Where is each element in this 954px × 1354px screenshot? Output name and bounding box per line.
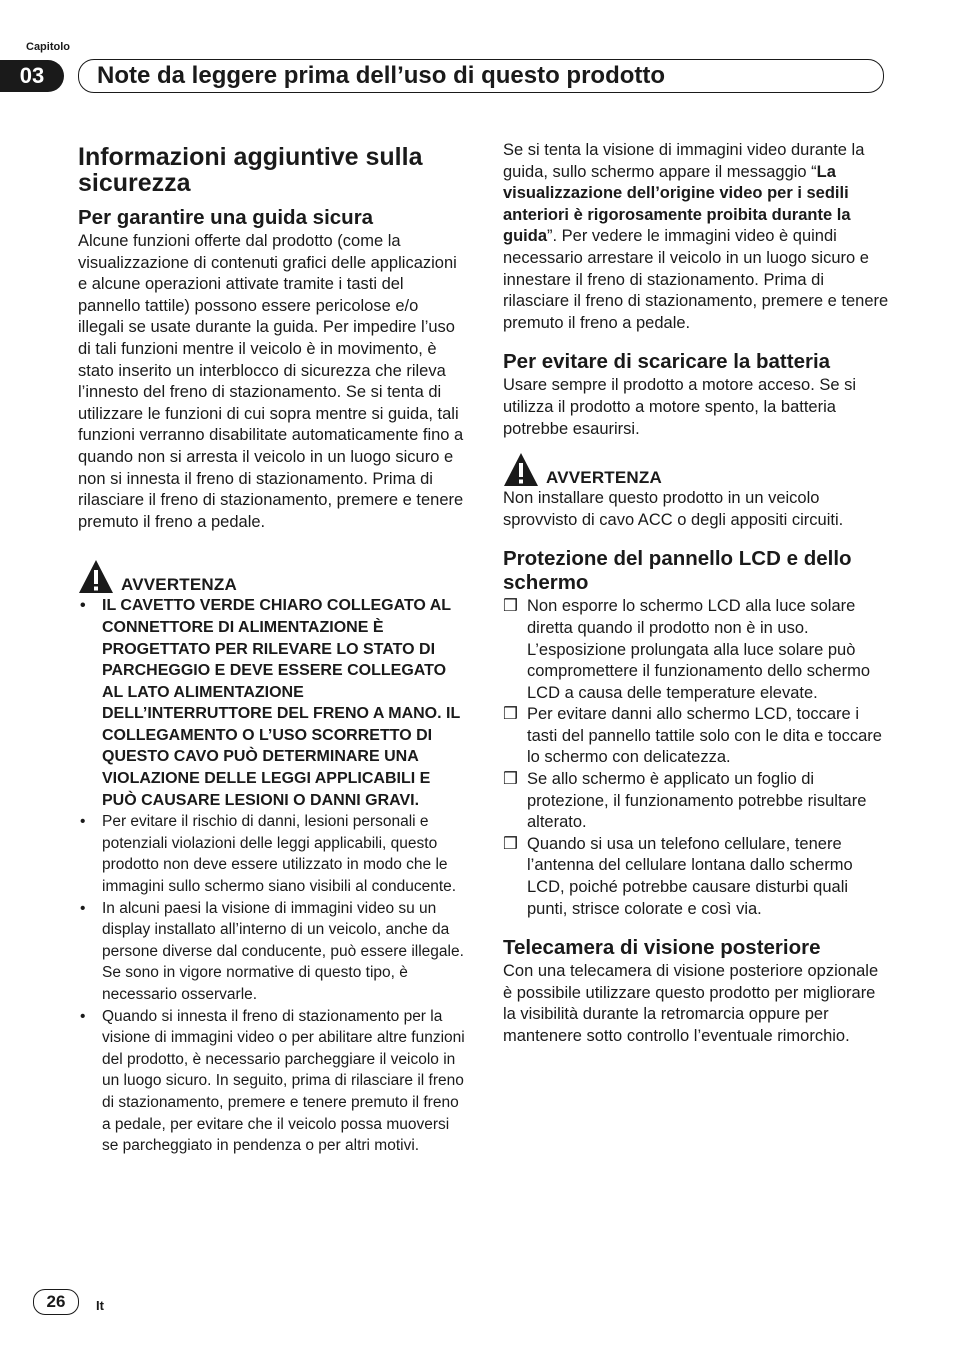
- list-item: ❒ Per evitare danni allo schermo LCD, toccare i tasti del pannello tattile solo con le dita e toccare lo schermo con delicatezza.: [503, 705, 882, 767]
- warning-label: AVVERTENZA: [546, 468, 662, 488]
- safe-driving-heading: Per garantire una guida sicura: [78, 206, 374, 229]
- lcd-list: [503, 596, 891, 920]
- acc-warning-body: Non installare questo prodotto in un veicolo sprovvisto di cavo ACC o degli appositi circuiti.: [503, 489, 844, 529]
- left-column: [78, 144, 466, 1157]
- chapter-title: Note da leggere prima dell’uso di questo prodotto: [78, 59, 884, 93]
- camera-body: Con una telecamera di visione posteriore opzionale è possibile utilizzare questo prodotto per migliorare la visibilità durante la retromarcia oppure per mantenere sotto controllo l’eventuale rimorchio.: [503, 962, 879, 1045]
- list-item: ❒ Se allo schermo è applicato un foglio di protezione, il funzionamento potrebbe risultare alterato.: [503, 770, 867, 832]
- safe-driving-body: Alcune funzioni offerte dal prodotto (come la visualizzazione di contenuti grafici delle applicazioni e alcune operazioni attivate tramite i tasti del pannello tattile) possono essere pericolose e/o illegali se usate durante la guida. Per impedire l’uso di tali funzioni mentre il veicolo è in movimento, è stato inserito un interblocco di sicurezza che rileva l’innesto del freno di stazionamento. Se si tenta di utilizzare le funzioni di cui sopra mentre si guida, tali funzioni verranno disabilitate automaticamente fino a quando non si arresta il veicolo in un luogo sicuro e non si innesta il freno di stazionamento. Prima di rilasciare il freno di stazionamento, premere e tenere premuto il freno a pedale.: [78, 232, 464, 531]
- right-column: [503, 140, 891, 1048]
- warning-header-2: [503, 448, 891, 488]
- list-item: • Per evitare il rischio di danni, lesioni personali e potenziali violazioni delle leggi applicabili, questo prodotto non deve essere utilizzato in modo che le immagini sullo schermo siano visibili al conducente.: [78, 811, 466, 897]
- video-message: La visualizzazione dell’origine video per i sedili anteriori è rigorosamente proibita durante la guida: [503, 162, 851, 246]
- warning-list: [78, 595, 466, 1156]
- video-text-after: ”. Per vedere le immagini video è quindi necessario arrestare il veicolo in un luogo sicuro e innestare il freno di stazionamento. Prima di rilasciare il freno di stazionamento, premere e tenere premuto il freno a pedale.: [503, 227, 889, 332]
- checkbox-glyph-icon: ❒: [503, 705, 518, 724]
- warning-icon: [503, 452, 539, 488]
- lcd-heading: Protezione del pannello LCD e dello schermo: [503, 547, 852, 595]
- list-item: • IL CAVETTO VERDE CHIARO COLLEGATO AL CONNETTORE DI ALIMENTAZIONE È PROGETTATO PER RILEVARE LO STATO DI PARCHEGGIO E DEVE ESSERE COLLEGATO AL LATO ALIMENTAZIONE DELL’INTERRUTTORE DEL FRENO A MANO. IL COLLEGAMENTO O L’USO SCORRETTO DI QUESTO CAVO PUÒ DETERMINARE UNA VIOLAZIONE DELLE LEGGI APPLICABILI E PUÒ CAUSARE LESIONI O DANNI GRAVI.: [78, 595, 466, 811]
- video-text-before: Se si tenta la visione di immagini video durante la guida, sullo schermo appare il messaggio “: [503, 141, 865, 181]
- battery-body: Usare sempre il prodotto a motore acceso. Se si utilizza il prodotto a motore spento, la batteria potrebbe esaurirsi.: [503, 376, 857, 438]
- list-item: • In alcuni paesi la visione di immagini video su un display installato all’interno di un veicolo, anche da persone diverse dal conducente, può essere illegale. Se sono in vigore normative di questo tipo, è necessario osservarle.: [78, 898, 466, 1006]
- list-item: ❒ Quando si usa un telefono cellulare, tenere l’antenna del cellulare lontana dallo schermo LCD, poiché potrebbe causare disturbi quali punti, strisce colorate e così via.: [503, 834, 853, 918]
- battery-heading: Per evitare di scaricare la batteria: [503, 350, 831, 374]
- checkbox-glyph-icon: ❒: [503, 834, 518, 853]
- warning-label: AVVERTENZA: [121, 575, 237, 595]
- chapter-number: 03: [0, 60, 64, 92]
- warning-icon: [78, 559, 114, 595]
- video-warning-paragraph: [503, 140, 891, 334]
- list-item: ❒ Non esporre lo schermo LCD alla luce solare diretta quando il prodotto non è in uso. L’esposizione prolungata alla luce solare può compromettere il funzionamento dello schermo LCD a causa delle temperature elevate.: [503, 597, 870, 702]
- chapter-label: Capitolo: [26, 41, 70, 53]
- checkbox-glyph-icon: ❒: [503, 770, 518, 789]
- camera-heading: Telecamera di visione posteriore: [503, 936, 821, 960]
- language-code: It: [96, 1298, 104, 1313]
- page-number: 26: [33, 1289, 79, 1315]
- checkbox-glyph-icon: ❒: [503, 597, 518, 616]
- list-item: • Quando si innesta il freno di stazionamento per la visione di immagini video o per abilitare altre funzioni del prodotto, è necessario parcheggiare il veicolo in un luogo sicuro. In seguito, prima di rilasciare il freno di stazionamento, premere e tenere premuto il freno a pedale, per evitare che il veicolo possa muoversi se parcheggiato in pendenza o per altri motivi.: [78, 1006, 466, 1157]
- section-title: Informazioni aggiuntive sulla sicurezza: [78, 143, 423, 197]
- warning-header: [78, 555, 466, 595]
